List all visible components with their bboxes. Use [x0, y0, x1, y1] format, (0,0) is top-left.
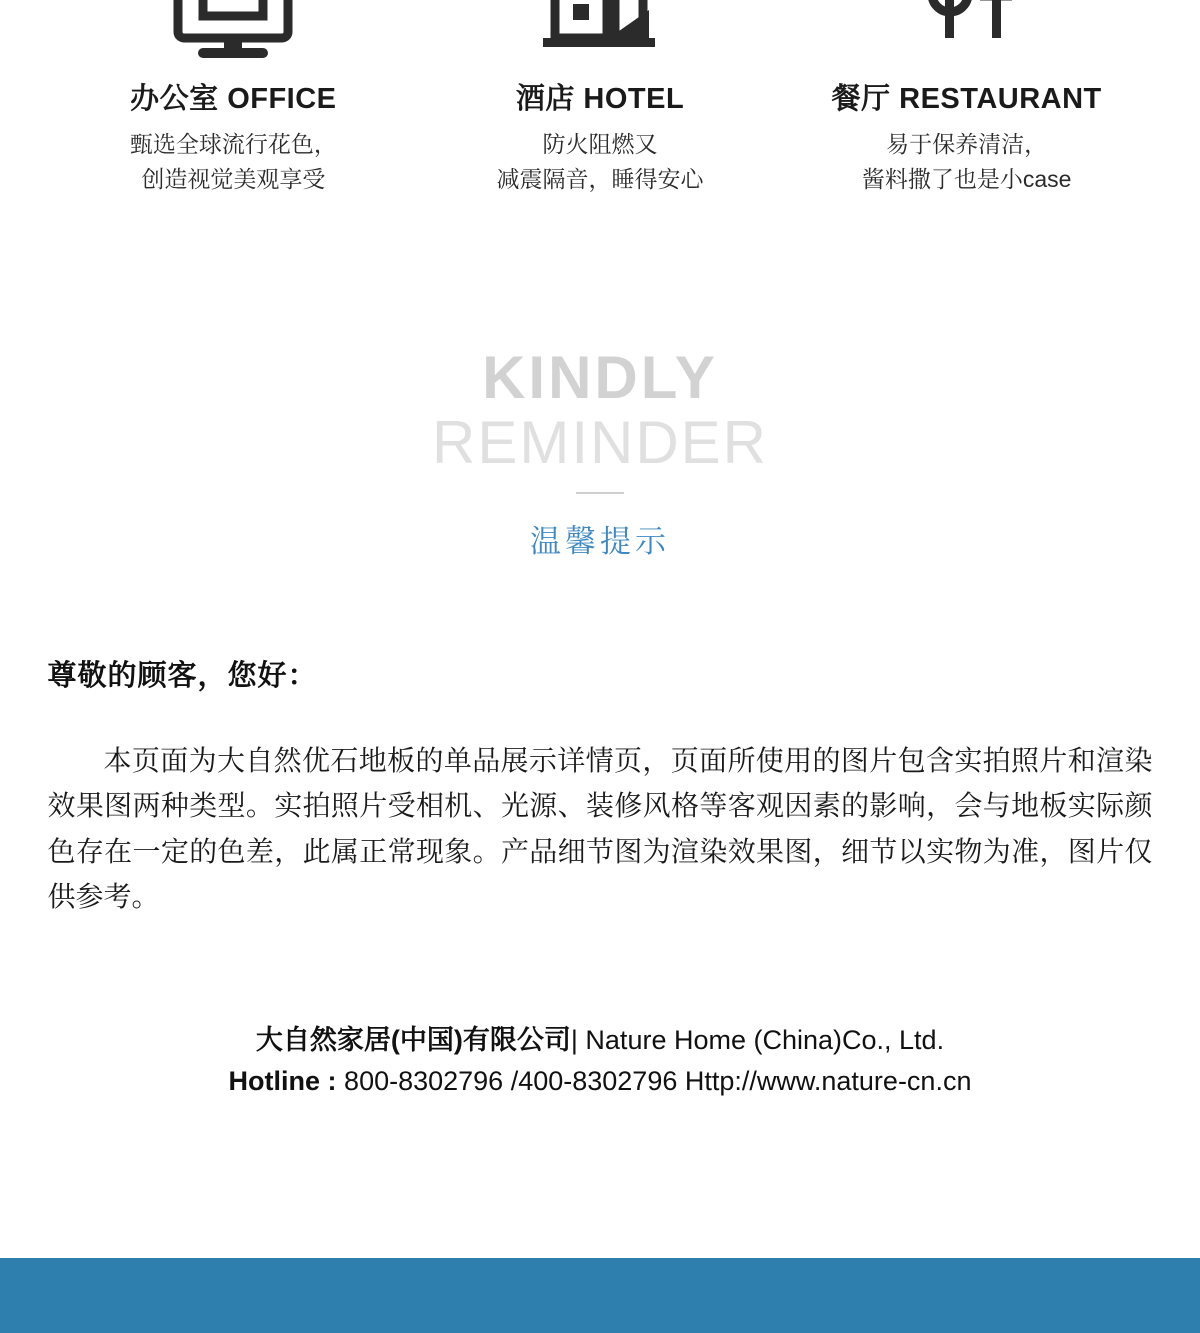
company-name-cn: 大自然家居(中国)有限公司 — [255, 1024, 571, 1055]
company-info — [0, 1020, 1200, 1104]
scenario-desc-line2: 酱料撒了也是小case — [861, 166, 1072, 193]
heading-divider — [576, 492, 624, 494]
scenario-title: 酒店 HOTEL — [515, 83, 685, 115]
scenario-desc-line1: 易于保养清洁， — [886, 130, 1048, 157]
bottom-color-bar — [0, 1258, 1200, 1333]
scenario-desc-line1: 防火阻燃又 — [542, 130, 658, 157]
salutation: 尊敬的顾客，您好： — [47, 660, 318, 693]
scenario-desc-line1: 甄选全球流行花色， — [129, 130, 337, 157]
reminder-cn-text: 温馨提示 — [530, 524, 670, 560]
company-name-line — [0, 1020, 1200, 1062]
scenario-desc-line2: 创造视觉美观享受 — [141, 166, 326, 193]
restaurant-cutlery-icon — [783, 0, 1150, 60]
scenario-office — [50, 0, 417, 198]
scenario-desc-line2: 减震隔音，睡得安心 — [496, 166, 704, 193]
hotel-building-icon — [417, 0, 784, 60]
hotline-label: Hotline : — [228, 1066, 337, 1097]
scenario-hotel — [417, 0, 784, 198]
company-hotline-line — [0, 1061, 1200, 1103]
company-name-en: | Nature Home (China)Co., Ltd. — [570, 1024, 945, 1055]
kindly-text: KINDLY — [482, 344, 718, 412]
scenario-title: 办公室 OFFICE — [130, 83, 337, 115]
reminder-en-text: REMINDER — [431, 409, 768, 477]
hotline-value: 800-8302796 /400-8302796 Http://www.nature-cn.cn — [344, 1066, 972, 1097]
office-monitor-icon — [50, 0, 417, 60]
notice-block — [48, 561, 1153, 919]
kindly-reminder-heading — [0, 344, 1200, 561]
scenario-title: 餐厅 RESTAURANT — [831, 83, 1102, 115]
scenario-row — [50, 0, 1150, 198]
scenario-restaurant — [783, 0, 1150, 198]
notice-paragraph: 本页面为大自然优石地板的单品展示详情页，页面所使用的图片包含实拍照片和渲染效果图两种类型。实拍照片受相机、光源、装修风格等客观因素的影响，会与地板实际颜色存在一定的色差，此属正常现象。产品细节图为渲染效果图，细节以实物为准，图片仅供参考。 — [47, 745, 1153, 913]
